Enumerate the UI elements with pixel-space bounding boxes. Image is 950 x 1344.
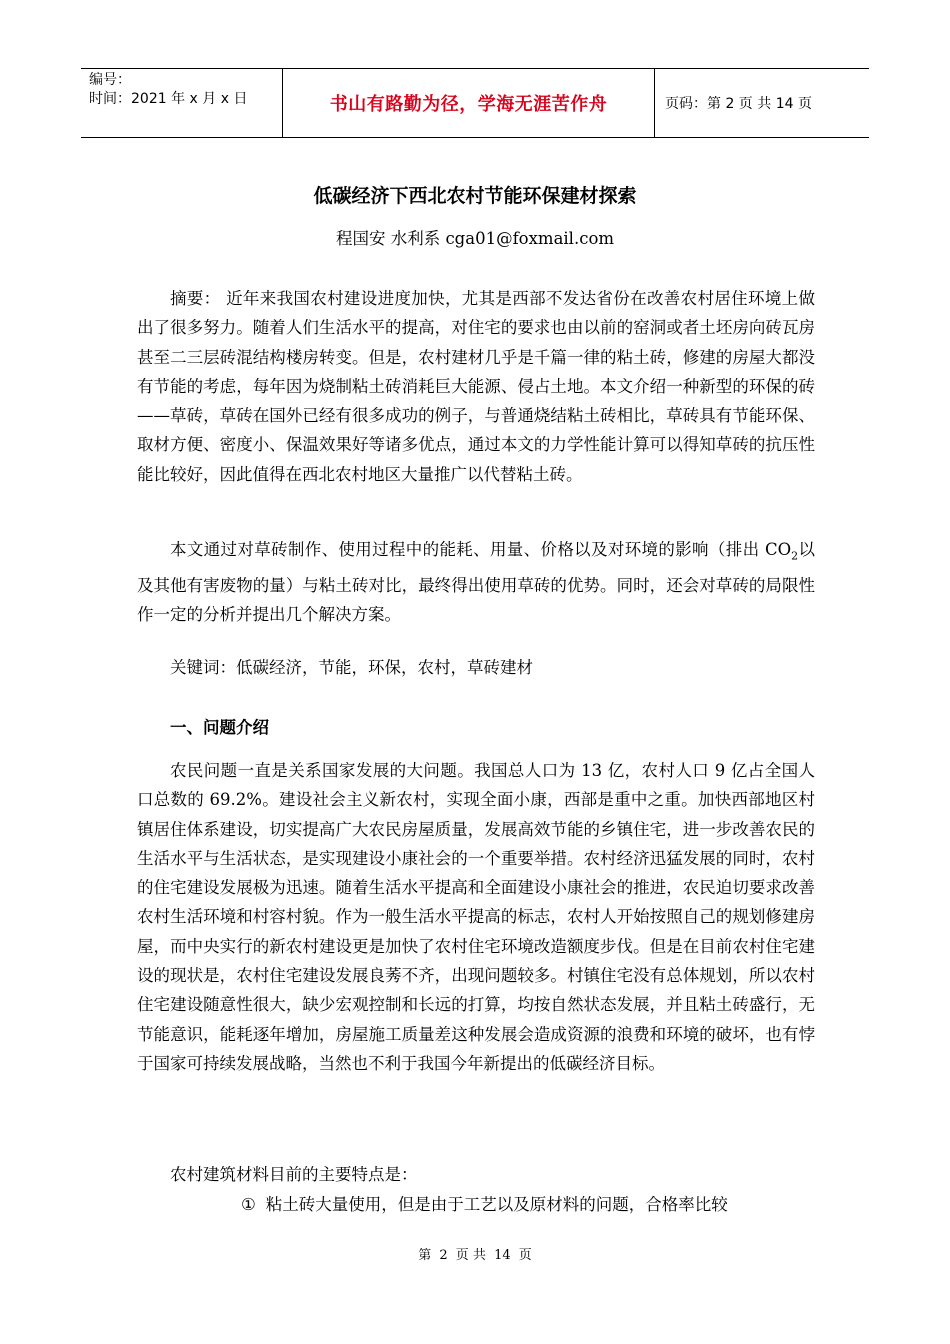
abstract-paragraph-2 — [137, 535, 815, 629]
author-line: 程国安 水利系 cga01@foxmail.com — [335, 229, 615, 248]
footer-suffix: 页 — [518, 1248, 532, 1263]
footer-mid: 页 共 — [455, 1248, 486, 1263]
footer-total-pages: 14 — [494, 1248, 511, 1263]
list-item-number: ① — [241, 1195, 256, 1214]
list-item — [241, 1190, 816, 1219]
section1-paragraph-2: 农村建筑材料目前的主要特点是： — [170, 1165, 418, 1184]
keywords-line: 关键词：低碳经济，节能，环保，农村，草砖建材 — [170, 658, 533, 677]
section1-paragraph: 农民问题一直是关系国家发展的大问题。我国总人口为 13 亿，农村人口 9 亿占全国人口总数的 69.2%。建设社会主义新农村，实现全面小康，西部是重中之重。加快西部地区村镇居住体系建设，切实提高广大农民房屋质量，发展高效节能的乡镇住宅，进一步改善农民的生活水平与生活状态，是实现建设小康社会的一个重要举措。农村经济迅猛发展的同时，农村的住宅建设发展极为迅速。随着生活水平提高和全面建设小康社会的推进，农民迫切要求改善农村生活环境和村容村貌。作为一般生活水平提高的标志，农村人开始按照自己的规划修建房屋，而中央实行的新农村建设更是加快了农村住宅环境改造额度步伐。但是在目前农村住宅建设的现状是，农村住宅建设发展良莠不齐，出现问题较多。村镇住宅没有总体规划，所以农村住宅建设随意性很大，缺少宏观控制和长远的打算，均按自然状态发展，并且粘土砖盛行，无节能意识，能耗逐年增加，房屋施工质量差这种发展会造成资源的浪费和环境的破坏，也有悖于国家可持续发展战略，当然也不利于我国今年新提出的低碳经济目标。 — [137, 761, 815, 1073]
document-title: 低碳经济下西北农村节能环保建材探索 — [313, 185, 637, 207]
abstract-p2-text-b: 以及其他有害废物的量）与粘土砖对比，最终得出使用草砖的优势。同时，还会对草砖的局限性作一定的分析并提出几个解决方案。 — [137, 540, 815, 624]
motto-cell — [282, 69, 655, 137]
section-heading-1: 一、问题介绍 — [170, 718, 269, 737]
co2-subscript: 2 — [791, 549, 799, 563]
header-meta-cell — [81, 69, 282, 137]
page-footer — [0, 1244, 950, 1263]
motto-text: 书山有路勤为径，学海无涯苦作舟 — [329, 94, 608, 115]
footer-prefix: 第 — [418, 1248, 432, 1263]
page-info: 页码：第 2 页 共 14 页 — [665, 96, 812, 112]
abstract-p2-text-a: 本文通过对草砖制作、使用过程中的能耗、用量、价格以及对环境的影响（排出 CO — [170, 540, 792, 559]
header-table — [81, 68, 869, 138]
footer-page-number: 2 — [439, 1248, 448, 1263]
page-info-cell — [655, 69, 869, 137]
abstract-paragraph: 摘要： 近年来我国农村建设进度加快，尤其是西部不发达省份在改善农村居住环境上做出了很多努力。随着人们生活水平的提高，对住宅的要求也由以前的窑洞或者土坯房向砖瓦房甚至二三层砖混结构楼房转变。但是，农村建材几乎是千篇一律的粘土砖，修建的房屋大都没有节能的考虑，每年因为烧制粘土砖消耗巨大能源、侵占土地。本文介绍一种新型的环保的砖——草砖，草砖在国外已经有很多成功的例子，与普通烧结粘土砖相比，草砖具有节能环保、取材方便、密度小、保温效果好等诸多优点，通过本文的力学性能计算可以得知草砖的抗压性能比较好，因此值得在西北农村地区大量推广以代替粘土砖。 — [137, 289, 815, 484]
code-label: 编号： — [89, 72, 131, 88]
list-item-text: 粘土砖大量使用，但是由于工艺以及原材料的问题，合格率比较 — [265, 1195, 728, 1214]
time-label: 时间：2021 年 x 月 x 日 — [89, 91, 248, 107]
